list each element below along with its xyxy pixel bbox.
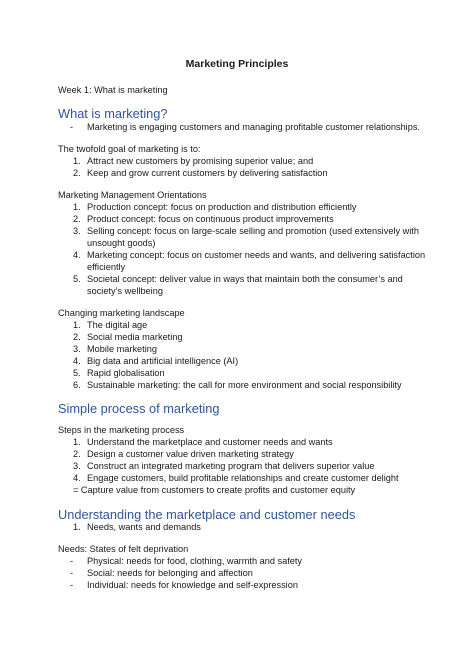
steps-title: Steps in the marketing process xyxy=(58,425,185,435)
heading-understanding-marketplace: Understanding the marketplace and customer needs xyxy=(58,507,356,522)
week-label: Week 1: What is marketing xyxy=(58,85,168,95)
heading-what-is-marketing: What is marketing? xyxy=(58,106,168,121)
document-page: Marketing Principles Week 1: What is marketing What is marketing? - Marketing is engaging customers and managing profitable customer relationships. The twofold goal of marketing is to: 1. Attract new customers by promising superior value; and 2. Keep and grow current customers by delivering satisfaction Marketing Management Orientations 1. Production concept: focus on production and distribution efficiently 2. Product concept: focus on continuous product improvements 3. Selling concept: focus on large-scale selling and promotion (used extensively with unsought goods) 4. Marketing concept: focus on customer needs and wants, and delivering satisfaction efficiently 5. Societal concept: deliver value in ways that maintain both the consumer’s and society’s wellbeing Changing marketing landscape 1. The digital age 2. Social media marketing 3. Mobile marketing 4. Big data and artificial intelligence (AI) 5. Rapid globalisation 6. Sustainable marketing: the call for more environment and social responsibility Simple process of marketing Steps in the marketing process 1. Understand the marketplace and customer needs and wants 2. Design a customer value driven marketing strategy 3. Construct an integrated marketing program that delivers superior value 4. Engage customers, build profitable relationships and create customer delight = Capture value from customers to create profits and customer equity Understanding the marketplace and customer needs 1. Needs, wants and demands Needs: States of felt deprivation - Physical: needs for food, clothing, warmth and safety - Social: needs for belonging and affection - Individual: needs for knowledge and self-expression xyxy=(0,0,474,670)
landscape-title: Changing marketing landscape xyxy=(58,308,185,318)
document-title: Marketing Principles xyxy=(185,58,289,70)
orientations-title: Marketing Management Orientations xyxy=(58,190,207,200)
needs-title: Needs: States of felt deprivation xyxy=(58,544,189,554)
twofold-intro: The twofold goal of marketing is to: xyxy=(58,144,201,154)
heading-simple-process: Simple process of marketing xyxy=(58,401,220,416)
